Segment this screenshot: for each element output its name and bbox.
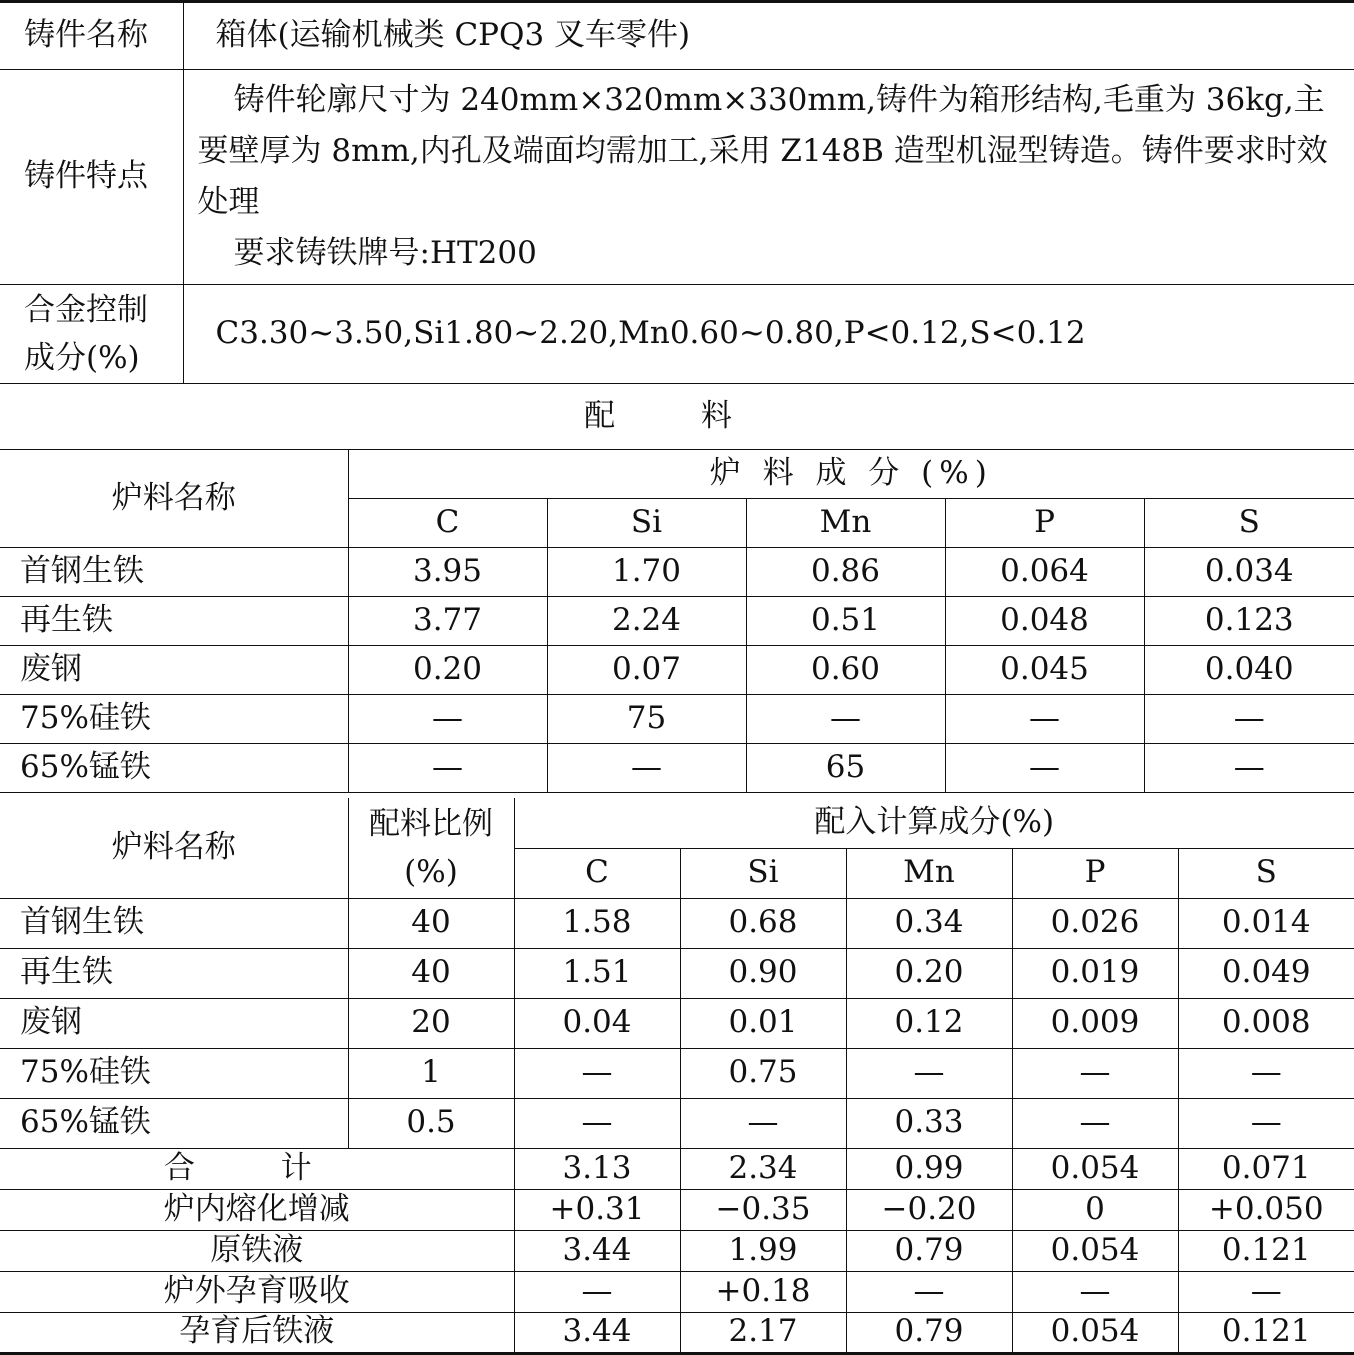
- mix-group-header: 配入计算成分(%): [514, 798, 1354, 848]
- table-cell: 0: [1012, 1189, 1178, 1230]
- mix-name-header: 炉料名称: [0, 798, 348, 898]
- table-cell: +0.18: [680, 1271, 846, 1312]
- casting-name-label: 铸件名称: [0, 2, 183, 70]
- mix-header-si: Si: [680, 848, 846, 898]
- table-cell: 0.04: [514, 998, 680, 1048]
- table-cell: 3.44: [514, 1230, 680, 1271]
- table-cell: 1.58: [514, 898, 680, 948]
- mix-ratio-header-line2: (%): [404, 853, 458, 890]
- mix-header-s: S: [1178, 848, 1354, 898]
- summary-row: [0, 1148, 1354, 1189]
- composition-header-c: C: [348, 499, 547, 548]
- table-cell: 0.054: [1012, 1148, 1178, 1189]
- table-cell: —: [846, 1271, 1012, 1312]
- section-caption: [0, 384, 1354, 448]
- table-cell: —: [348, 744, 547, 793]
- table-cell: 1.51: [514, 948, 680, 998]
- composition-group-header: [348, 450, 1354, 499]
- table-row: [0, 695, 1354, 744]
- material-name: 首钢生铁: [0, 898, 348, 948]
- table-cell: —: [547, 744, 746, 793]
- table-cell: —: [1178, 1271, 1354, 1312]
- alloy-control-value: C3.30~3.50,Si1.80~2.20,Mn0.60~0.80,P<0.12,S<0.12: [183, 285, 1354, 384]
- table-row: [0, 597, 1354, 646]
- table-cell: 0.121: [1178, 1230, 1354, 1271]
- mix-ratio: 20: [348, 998, 514, 1048]
- table-cell: —: [680, 1098, 846, 1148]
- material-name: 再生铁: [0, 948, 348, 998]
- table-cell: +0.050: [1178, 1189, 1354, 1230]
- table-cell: −0.20: [846, 1189, 1012, 1230]
- summary-label: [0, 1148, 514, 1189]
- table-cell: 0.79: [846, 1312, 1012, 1353]
- summary-row: [0, 1271, 1354, 1312]
- composition-header-s: S: [1144, 499, 1354, 548]
- table-cell: 0.99: [846, 1148, 1012, 1189]
- alloy-control-label: [0, 285, 183, 384]
- mix-header-c: C: [514, 848, 680, 898]
- summary-label: 孕育后铁液: [0, 1312, 514, 1353]
- table-cell: 0.054: [1012, 1230, 1178, 1271]
- table-cell: —: [514, 1271, 680, 1312]
- mix-ratio-header: [348, 798, 514, 898]
- table-cell: 0.040: [1144, 646, 1354, 695]
- casting-info-table: [0, 0, 1354, 384]
- table-cell: 0.071: [1178, 1148, 1354, 1189]
- table-cell: —: [348, 695, 547, 744]
- table-cell: —: [1012, 1048, 1178, 1098]
- material-name: 65%锰铁: [0, 744, 348, 793]
- table-cell: 0.026: [1012, 898, 1178, 948]
- summary-row: [0, 1230, 1354, 1271]
- alloy-control-label-line2: 成分(%): [24, 340, 140, 376]
- table-cell: 0.009: [1012, 998, 1178, 1048]
- table-cell: 0.33: [846, 1098, 1012, 1148]
- table-row: [0, 998, 1354, 1048]
- table-cell: 0.86: [746, 548, 945, 597]
- mix-header-p: P: [1012, 848, 1178, 898]
- table-cell: 0.01: [680, 998, 846, 1048]
- table-cell: —: [746, 695, 945, 744]
- table-cell: 0.20: [348, 646, 547, 695]
- charge-composition-table: [0, 449, 1354, 793]
- charge-mix-table: [0, 798, 1354, 1355]
- material-name: 75%硅铁: [0, 695, 348, 744]
- summary-label: 炉内熔化增减: [0, 1189, 514, 1230]
- material-name: 废钢: [0, 998, 348, 1048]
- table-cell: −0.35: [680, 1189, 846, 1230]
- table-cell: —: [1144, 744, 1354, 793]
- table-cell: 1.70: [547, 548, 746, 597]
- casting-features-label: 铸件特点: [0, 70, 183, 285]
- composition-header-si: Si: [547, 499, 746, 548]
- table-cell: 0.79: [846, 1230, 1012, 1271]
- table-cell: —: [1012, 1271, 1178, 1312]
- table-cell: 0.064: [945, 548, 1144, 597]
- table-cell: 3.77: [348, 597, 547, 646]
- table-cell: —: [514, 1098, 680, 1148]
- casting-features-cell: [183, 70, 1354, 285]
- table-cell: —: [1144, 695, 1354, 744]
- table-cell: 0.019: [1012, 948, 1178, 998]
- composition-name-header: 炉料名称: [0, 450, 348, 548]
- mix-ratio: 40: [348, 898, 514, 948]
- table-cell: 0.014: [1178, 898, 1354, 948]
- table-cell: 0.07: [547, 646, 746, 695]
- summary-row: [0, 1189, 1354, 1230]
- table-cell: 0.20: [846, 948, 1012, 998]
- table-cell: 0.049: [1178, 948, 1354, 998]
- table-cell: 0.90: [680, 948, 846, 998]
- mix-ratio: 40: [348, 948, 514, 998]
- required-grade-text: 要求铸铁牌号:HT200: [233, 235, 537, 271]
- table-row: [0, 646, 1354, 695]
- table-cell: 0.51: [746, 597, 945, 646]
- table-cell: —: [846, 1048, 1012, 1098]
- table-cell: 2.17: [680, 1312, 846, 1353]
- table-cell: 3.95: [348, 548, 547, 597]
- table-cell: 0.048: [945, 597, 1144, 646]
- table-row: [0, 948, 1354, 998]
- alloy-control-label-line1: 合金控制: [24, 292, 148, 328]
- table-cell: 0.008: [1178, 998, 1354, 1048]
- table-row: [0, 898, 1354, 948]
- table-cell: 0.034: [1144, 548, 1354, 597]
- table-cell: 0.34: [846, 898, 1012, 948]
- mix-header-row: [0, 798, 1354, 848]
- mix-ratio-header-line1: 配料比例: [369, 805, 493, 842]
- table-row: [0, 548, 1354, 597]
- table-cell: 2.34: [680, 1148, 846, 1189]
- table-cell: —: [1012, 1098, 1178, 1148]
- casting-name-value: 箱体(运输机械类 CPQ3 叉车零件): [183, 2, 1354, 70]
- mix-ratio: 1: [348, 1048, 514, 1098]
- material-name: 首钢生铁: [0, 548, 348, 597]
- composition-header-p: P: [945, 499, 1144, 548]
- summary-total-label: 合 计: [163, 1149, 350, 1186]
- casting-name-row: [0, 2, 1354, 70]
- table-row: [0, 1098, 1354, 1148]
- table-cell: —: [1178, 1098, 1354, 1148]
- table-cell: 3.13: [514, 1148, 680, 1189]
- table-cell: 75: [547, 695, 746, 744]
- casting-features-row: [0, 70, 1354, 285]
- table-cell: 1.99: [680, 1230, 846, 1271]
- table-cell: +0.31: [514, 1189, 680, 1230]
- table-cell: 0.12: [846, 998, 1012, 1048]
- material-name: 75%硅铁: [0, 1048, 348, 1098]
- summary-row: [0, 1312, 1354, 1353]
- table-row: [0, 744, 1354, 793]
- table-cell: —: [945, 695, 1144, 744]
- material-name: 65%锰铁: [0, 1098, 348, 1148]
- table-cell: 2.24: [547, 597, 746, 646]
- table-cell: 65: [746, 744, 945, 793]
- table-cell: 0.045: [945, 646, 1144, 695]
- table-cell: 0.123: [1144, 597, 1354, 646]
- table-cell: 0.60: [746, 646, 945, 695]
- section-caption-text: 配 料: [584, 398, 770, 434]
- summary-label: 炉外孕育吸收: [0, 1271, 514, 1312]
- summary-label: 原铁液: [0, 1230, 514, 1271]
- composition-group-header-text: 炉 料 成 分 (%): [709, 455, 993, 492]
- alloy-control-row: [0, 285, 1354, 384]
- material-name: 再生铁: [0, 597, 348, 646]
- mix-ratio: 0.5: [348, 1098, 514, 1148]
- table-cell: 0.054: [1012, 1312, 1178, 1353]
- material-name: 废钢: [0, 646, 348, 695]
- table-row: [0, 1048, 1354, 1098]
- table-cell: 0.68: [680, 898, 846, 948]
- table-cell: —: [945, 744, 1144, 793]
- composition-header-row: [0, 450, 1354, 499]
- table-cell: —: [1178, 1048, 1354, 1098]
- table-cell: —: [514, 1048, 680, 1098]
- table-cell: 0.121: [1178, 1312, 1354, 1353]
- mix-header-mn: Mn: [846, 848, 1012, 898]
- table-cell: 3.44: [514, 1312, 680, 1353]
- casting-features-text: 铸件轮廓尺寸为 240mm×320mm×330mm,铸件为箱形结构,毛重为 36kg,主要壁厚为 8mm,内孔及端面均需加工,采用 Z148B 造型机湿型铸造。铸件要求时效处理: [197, 82, 1328, 220]
- table-cell: 0.75: [680, 1048, 846, 1098]
- composition-header-mn: Mn: [746, 499, 945, 548]
